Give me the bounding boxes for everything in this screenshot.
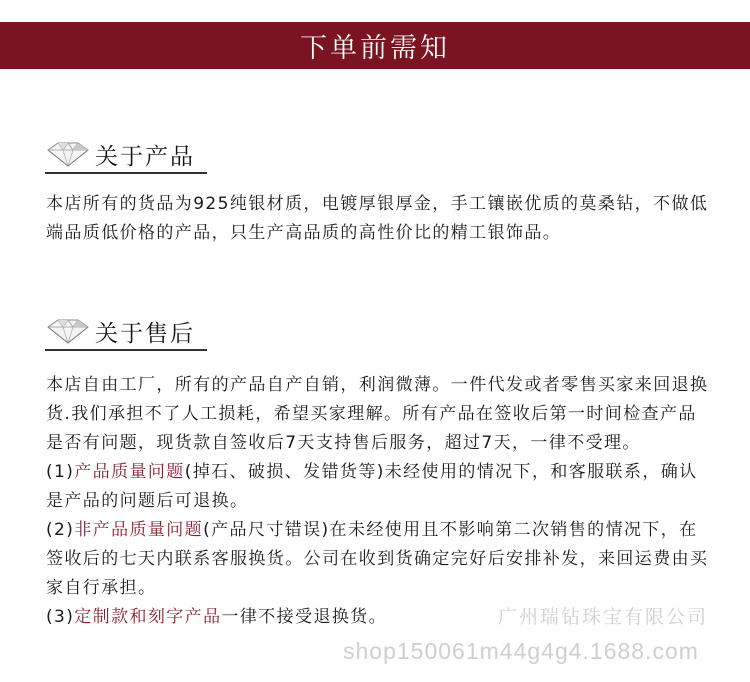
section-header-products bbox=[45, 136, 207, 174]
aftersales-paragraph bbox=[46, 371, 712, 632]
policy-item-prefix: (1) bbox=[46, 462, 75, 482]
watermark-company: 广州瑞钻珠宝有限公司 bbox=[498, 607, 709, 628]
section-title-aftersales: 关于售后 bbox=[95, 320, 195, 347]
policy-item-1 bbox=[46, 458, 712, 516]
section-title-products: 关于产品 bbox=[95, 143, 195, 170]
policy-item-highlight: 定制款和刻字产品 bbox=[74, 607, 222, 627]
policy-item-highlight: 产品质量问题 bbox=[74, 462, 185, 482]
policy-item-prefix: (3) bbox=[46, 607, 75, 627]
diamond-icon bbox=[45, 140, 91, 168]
policy-item-text: (掉石、破损、发错货等)未经使用的情况下，和客服联系，确认是产品的问题后可退换。 bbox=[46, 462, 698, 511]
aftersales-intro: 本店自由工厂，所有的产品自产自销，利润微薄。一件代发或者零售买家来回退换货.我们承担不了人工损耗，希望买家理解。所有产品在签收后第一时间检查产品是否有问题，现货款自签收后7天支持售后服务，超过7天，一律不受理。 bbox=[46, 375, 709, 453]
products-paragraph bbox=[46, 190, 712, 248]
policy-item-highlight: 非产品质量问题 bbox=[74, 520, 204, 540]
watermark-url: shop150061m44g4g4.1688.com bbox=[343, 638, 699, 664]
header-banner bbox=[0, 22, 750, 69]
policy-item-text: (产品尺寸错误)在未经使用且不影响第二次销售的情况下，在签收后的七天内联系客服换货。公司在收到货确定完好后安排补发，来回运费由买家自行承担。 bbox=[46, 520, 709, 598]
banner-title: 下单前需知 bbox=[300, 33, 450, 64]
policy-item-text: 一律不接受退换货。 bbox=[221, 607, 388, 627]
policy-item-2 bbox=[46, 516, 712, 603]
policy-item-prefix: (2) bbox=[46, 520, 75, 540]
section-header-aftersales bbox=[45, 313, 207, 351]
diamond-icon bbox=[45, 317, 91, 345]
products-text: 本店所有的货品为925纯银材质，电镀厚银厚金，手工镶嵌优质的莫桑钻，不做低端品质低价格的产品，只生产高品质的高性价比的精工银饰品。 bbox=[46, 194, 709, 243]
